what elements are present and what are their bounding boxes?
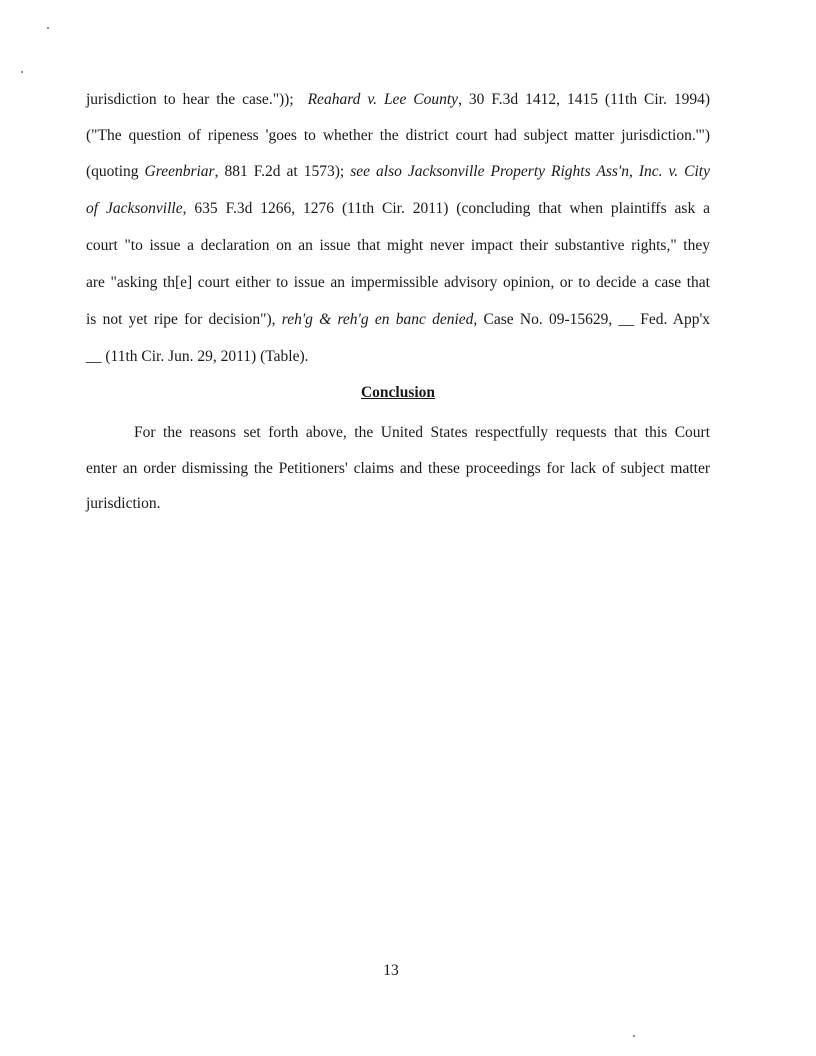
text-run: __ (11th Cir. Jun. 29, 2011) (Table). — [86, 348, 309, 365]
text-run: enter an order dismissing the Petitioners' claims and these proceedings for lack of subject matter — [86, 460, 710, 477]
italic-citation-text: of Jacksonville — [86, 200, 183, 217]
text-line — [86, 459, 710, 479]
text-line — [86, 273, 710, 293]
text-line — [86, 162, 710, 182]
text-line — [134, 423, 710, 443]
scan-speck — [47, 27, 49, 29]
text-run: , 881 F.2d at 1573); — [214, 163, 351, 180]
text-run: jurisdiction to hear the case.")); — [86, 91, 308, 108]
text-run: , Case No. 09-15629, __ Fed. App'x — [473, 311, 711, 328]
text-run: (quoting — [86, 163, 145, 180]
italic-citation-text: reh'g & reh'g en banc denied — [281, 311, 474, 328]
italic-citation-text: see also Jacksonville Property Rights Ass'n, Inc. v. City — [350, 163, 710, 180]
text-run: jurisdiction. — [86, 495, 161, 512]
scan-speck — [21, 71, 23, 73]
text-line — [86, 199, 710, 219]
italic-citation-text: Greenbriar — [144, 163, 215, 180]
text-run: is not yet ripe for decision"), — [86, 311, 282, 328]
italic-citation-text: Reahard v. Lee County — [307, 91, 459, 108]
text-line — [86, 494, 710, 514]
text-line — [86, 236, 710, 256]
text-run: , 635 F.3d 1266, 1276 (11th Cir. 2011) (concluding that when plaintiffs ask a — [182, 200, 711, 217]
text-run: are "asking th[e] court either to issue an impermissible advisory opinion, or to decide a case that — [86, 274, 710, 291]
text-run: ("The question of ripeness 'goes to whether the district court had subject matter jurisdiction.'") — [86, 127, 710, 144]
text-line — [86, 347, 710, 367]
text-line — [86, 310, 710, 330]
text-line — [86, 90, 710, 110]
text-run: , 30 F.3d 1412, 1415 (11th Cir. 1994) — [458, 91, 710, 108]
scan-speck — [633, 1035, 635, 1037]
text-run: For the reasons set forth above, the United States respectfully requests that this Court — [134, 424, 710, 441]
text-line — [86, 126, 710, 146]
section-heading: Conclusion — [360, 384, 436, 401]
text-run: court "to issue a declaration on an issue that might never impact their substantive rights," they — [86, 237, 710, 254]
page-number: 13 — [383, 962, 399, 979]
